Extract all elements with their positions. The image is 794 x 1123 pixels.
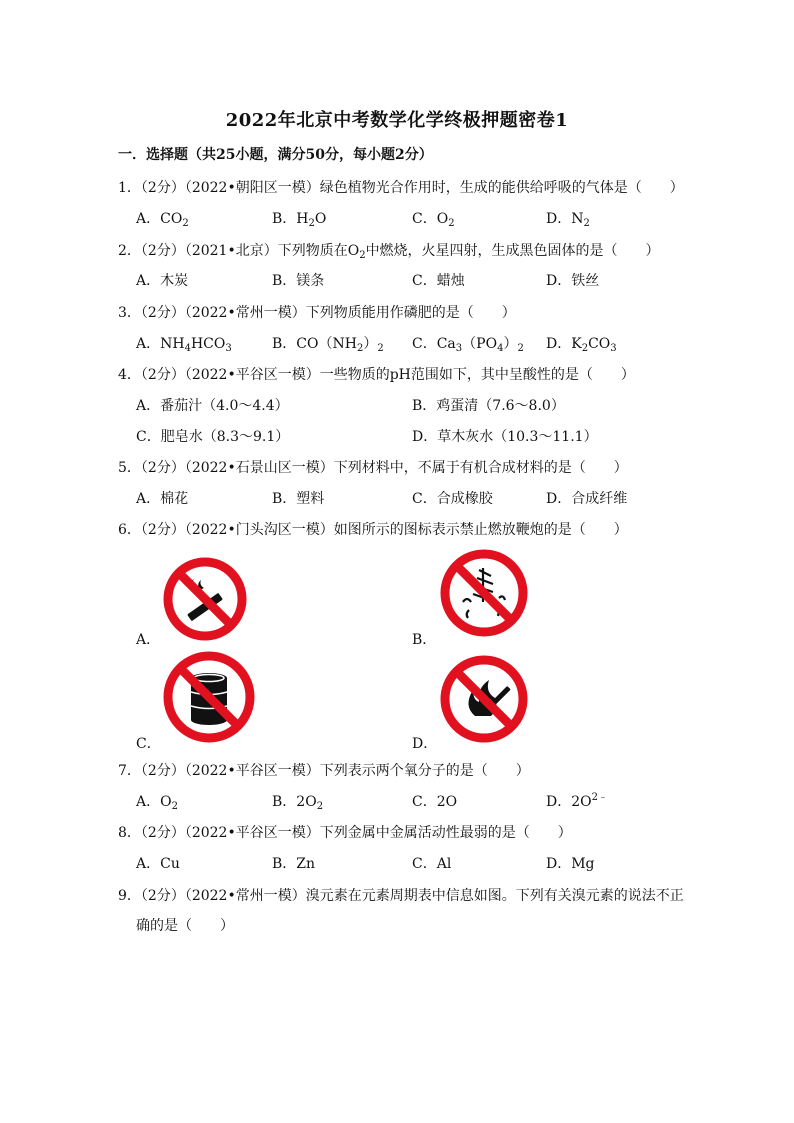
q4-option-a[interactable]: A．番茄汁（4.0～4.4） <box>136 398 289 414</box>
q3-option-d[interactable]: D．$K_2CO_3$ <box>546 336 617 354</box>
section-heading: 一．选择题（共25小题，满分50分，每小题2分） <box>118 147 433 163</box>
question-1: 1．（2分）（2022•朝阳区一模）绿色植物光合作用时，生成的能供给呼吸的气体是（ ） <box>118 180 684 196</box>
q2-option-d[interactable]: D．铁丝 <box>546 273 600 289</box>
question-3: 3．（2分）（2022•常州一模）下列物质能用作磷肥的是（ ） <box>118 305 516 321</box>
no-oil-drum-sign-icon[interactable] <box>162 650 256 744</box>
q1-option-b[interactable]: B．$H_2O$ <box>272 211 327 229</box>
question-4: 4．（2分）（2022•平谷区一模）一些物质的pH范围如下，其中呈酸性的是（ ） <box>118 367 635 383</box>
q8-option-d[interactable]: D．Mg <box>546 856 595 872</box>
question-7: 7．（2分）（2022•平谷区一模）下列表示两个氧分子的是（ ） <box>118 763 530 779</box>
question-9-line-1: 9．（2分）（2022•常州一模）溴元素在元素周期表中信息如图。下列有关溴元素的说法不正 <box>118 888 684 904</box>
q3-option-a[interactable]: A．$NH_4HCO_3$ <box>136 336 232 354</box>
q5-option-a[interactable]: A．棉花 <box>136 491 189 507</box>
question-8: 8．（2分）（2022•平谷区一模）下列金属中金属活动性最弱的是（ ） <box>118 825 572 841</box>
q8-option-a[interactable]: A．Cu <box>136 856 180 872</box>
q7-option-b[interactable]: B．$2O_2$ <box>272 794 324 812</box>
q4-option-b[interactable]: B．鸡蛋清（7.6～8.0） <box>412 398 565 414</box>
q4-option-c[interactable]: C．肥皂水（8.3～9.1） <box>136 429 290 445</box>
q1-option-c[interactable]: C．$O_2$ <box>412 211 455 229</box>
q1-option-d[interactable]: D．$N_2$ <box>546 211 590 229</box>
question-5: 5．（2分）（2022•石景山区一模）下列材料中，不属于有机合成材料的是（ ） <box>118 460 628 476</box>
question-9-line-2: 确的是（ ） <box>136 918 234 934</box>
q4-option-d[interactable]: D．草木灰水（10.3～11.1） <box>412 429 598 445</box>
q6-option-c[interactable]: C． <box>136 736 161 752</box>
q8-option-c[interactable]: C．Al <box>412 856 452 872</box>
q2-option-c[interactable]: C．蜡烛 <box>412 273 465 289</box>
q1-option-a[interactable]: A．$CO_2$ <box>136 211 189 229</box>
q8-option-b[interactable]: B．Zn <box>272 856 316 872</box>
q7-option-a[interactable]: A．$O_2$ <box>136 794 178 812</box>
q7-option-c[interactable]: C．2O <box>412 794 458 810</box>
question-6: 6．（2分）（2022•门头沟区一模）如图所示的图标表示禁止燃放鞭炮的是（ ） <box>118 522 628 538</box>
page-title: 2022年北京中考数学化学终极押题密卷1 <box>225 110 569 131</box>
q3-option-b[interactable]: B．$CO(NH_2)_2$ <box>272 336 384 354</box>
q6-option-b[interactable]: B． <box>412 632 437 648</box>
question-2: 2．（2分）（2021•北京）下列物质在$O_2$中燃烧，火星四射，生成黑色固体的是（ ） <box>118 243 660 261</box>
q2-option-b[interactable]: B．镁条 <box>272 273 325 289</box>
no-fireworks-sign-icon[interactable] <box>439 548 529 638</box>
no-open-flame-sign-icon[interactable] <box>439 654 529 744</box>
q7-option-d[interactable]: D．$2O^{2﹣}$ <box>546 792 608 810</box>
q5-option-d[interactable]: D．合成纤维 <box>546 491 628 507</box>
q5-option-c[interactable]: C．合成橡胶 <box>412 491 493 507</box>
q6-option-a[interactable]: A． <box>136 632 161 648</box>
q2-option-a[interactable]: A．木炭 <box>136 273 189 289</box>
no-smoking-sign-icon[interactable] <box>162 556 248 642</box>
q6-option-d[interactable]: D． <box>412 736 438 752</box>
q5-option-b[interactable]: B．塑料 <box>272 491 325 507</box>
q3-option-c[interactable]: C．$Ca_3(PO_4)_2$ <box>412 336 524 354</box>
